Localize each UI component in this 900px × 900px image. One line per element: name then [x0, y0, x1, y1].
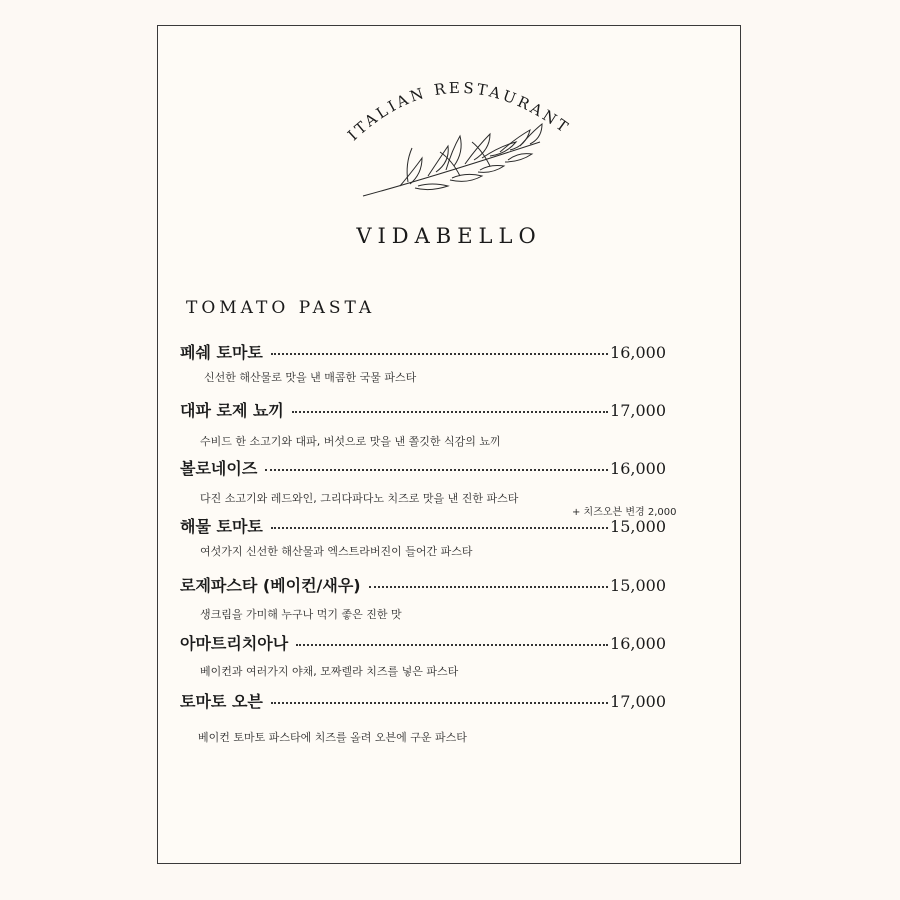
menu-item-description: 여섯가지 신선한 해산물과 엑스트라버진이 들어간 파스타 [200, 545, 473, 558]
restaurant-arc-title [160, 50, 760, 220]
menu-item [180, 573, 666, 596]
menu-item [180, 631, 666, 654]
menu-item [180, 340, 666, 363]
restaurant-name: VIDABELLO [356, 224, 542, 248]
menu-item [180, 514, 666, 537]
menu-item [180, 689, 666, 712]
dot-leader [271, 702, 608, 704]
section-title: TOMATO PASTA [186, 298, 376, 318]
menu-item-name: 해물 토마토 [180, 517, 263, 536]
menu-item-description: 생크림을 가미해 누구나 먹기 좋은 진한 맛 [200, 608, 402, 621]
menu-item-description: 신선한 해산물로 맛을 낸 매콤한 국물 파스타 [204, 371, 417, 384]
menu-item [180, 456, 666, 479]
menu-item-price: 15,000 [610, 576, 666, 595]
menu-item [180, 398, 666, 421]
menu-item-price: 15,000 [610, 517, 666, 536]
menu-item-name: 페쉐 토마토 [180, 343, 263, 362]
cheese-oven-upgrade-note: + 치즈오븐 변경 2,000 [572, 507, 677, 518]
menu-item-description: 베이컨과 여러가지 야채, 모짜렐라 치즈를 넣은 파스타 [200, 665, 459, 678]
rosemary-sprig-icon [363, 124, 542, 196]
dot-leader [296, 644, 608, 646]
dot-leader [369, 586, 608, 588]
dot-leader [292, 411, 608, 413]
menu-item-name: 로제파스타 (베이컨/새우) [180, 576, 361, 595]
dot-leader [271, 527, 608, 529]
menu-item-price: 16,000 [610, 343, 666, 362]
menu-item-name: 볼로네이즈 [180, 459, 258, 478]
menu-item-name: 대파 로제 뇨끼 [180, 401, 284, 420]
menu-item-price: 17,000 [610, 692, 666, 711]
menu-item-description: 수비드 한 소고기와 대파, 버섯으로 맛을 낸 쫄깃한 식감의 뇨끼 [200, 435, 501, 448]
dot-leader [265, 469, 608, 471]
dot-leader [271, 353, 608, 355]
menu-item-description: 베이컨 토마토 파스타에 치즈를 올려 오븐에 구운 파스타 [198, 731, 467, 744]
menu-item-price: 16,000 [610, 459, 666, 478]
menu-item-price: 16,000 [610, 634, 666, 653]
menu-item-price: 17,000 [610, 401, 666, 420]
menu-item-name: 아마트리치아나 [180, 634, 289, 653]
menu-item-name: 토마토 오븐 [180, 692, 263, 711]
menu-item-description: 다진 소고기와 레드와인, 그리다파다노 치즈로 맛을 낸 진한 파스타 [200, 492, 519, 505]
arc-title-text: ITALIAN RESTAURANT [344, 78, 574, 145]
